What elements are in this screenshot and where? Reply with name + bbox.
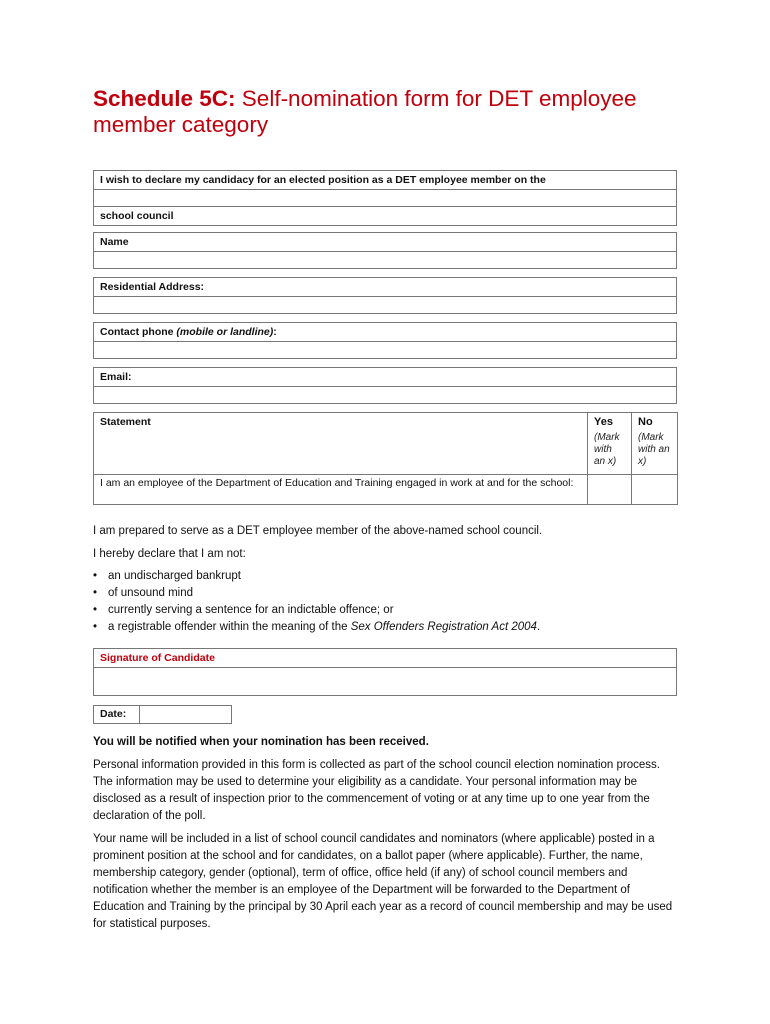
phone-colon: : (273, 326, 277, 338)
bullet4-pre: a registrable offender within the meaning of the (108, 620, 351, 633)
signature-table (93, 648, 677, 696)
no-label: No (638, 415, 653, 428)
yes-header (588, 412, 632, 474)
list-item: • of unsound mind (93, 585, 677, 602)
name-field[interactable] (94, 252, 677, 269)
form-page (93, 86, 677, 933)
phone-label (94, 323, 677, 342)
declare-not-text: I hereby declare that I am not: (93, 547, 246, 560)
signature-label: Signature of Candidate (94, 648, 677, 667)
yes-checkbox[interactable] (588, 474, 632, 504)
phone-hint: (mobile or landline) (176, 326, 274, 338)
statement-header: Statement (94, 412, 588, 474)
date-table (93, 705, 232, 724)
yes-label: Yes (594, 415, 613, 428)
phone-field[interactable] (94, 342, 677, 359)
bullet4-post: . (536, 620, 541, 633)
list-item (93, 619, 677, 636)
email-field[interactable] (94, 387, 677, 404)
title-text: Self-nomination form for DET employee member category (93, 86, 637, 137)
declare-label: I wish to declare my candidacy for an elected position as a DET employee member on the (94, 171, 677, 190)
candidate-details-table (93, 170, 677, 412)
date-label: Date: (94, 705, 140, 723)
name-label: Name (94, 233, 677, 252)
privacy-paragraph: Personal information provided in this form is collected as part of the school council election nomination process. The information may be used to determine your eligibility as a candidate. Your personal information may be disclosed as a result of inspection prior to the commencement of voting or at any time up to one year from the declaration of the poll. (93, 758, 660, 822)
address-field[interactable] (94, 297, 677, 314)
title-schedule: Schedule 5C: (93, 86, 236, 111)
act-name: Sex Offenders Registration Act 2004 (350, 620, 537, 633)
no-mark-note: (Mark with an x) (638, 431, 670, 467)
notify-text: You will be notified when your nomination has been received. (93, 735, 429, 748)
school-council-label: school council (94, 207, 677, 226)
list-item: • an undischarged bankrupt (93, 568, 677, 585)
prepared-text: I am prepared to serve as a DET employee member of the above-named school council. (93, 524, 543, 537)
statement-text: I am an employee of the Department of Education and Training engaged in work at and for the school: (94, 474, 588, 504)
email-label: Email: (94, 368, 677, 387)
no-checkbox[interactable] (632, 474, 678, 504)
address-label: Residential Address: (94, 278, 677, 297)
no-header (632, 412, 678, 474)
school-name-field[interactable] (94, 190, 677, 207)
declaration-list (93, 568, 677, 636)
date-field[interactable] (140, 705, 232, 723)
yes-mark-note: (Mark with an x) (594, 431, 620, 467)
phone-label-text: Contact phone (100, 326, 174, 338)
list-item: • currently serving a sentence for an indictable offence; or (93, 602, 677, 619)
page-title (93, 86, 677, 138)
statement-table (93, 412, 678, 505)
membership-paragraph: Your name will be included in a list of school council candidates and nominators (where applicable) posted in a prominent position at the school and for candidates, on a ballot paper (where applicable). Further, the name, membership category, gender (optional), term of office, office held (if any) of school council members and notification whether the member is an employee of the Department will be forwarded to the Department of Education and Training by the principal by 30 April each year as a record of council membership and may be used for statistical purposes. (93, 832, 673, 930)
signature-field[interactable] (94, 667, 677, 695)
